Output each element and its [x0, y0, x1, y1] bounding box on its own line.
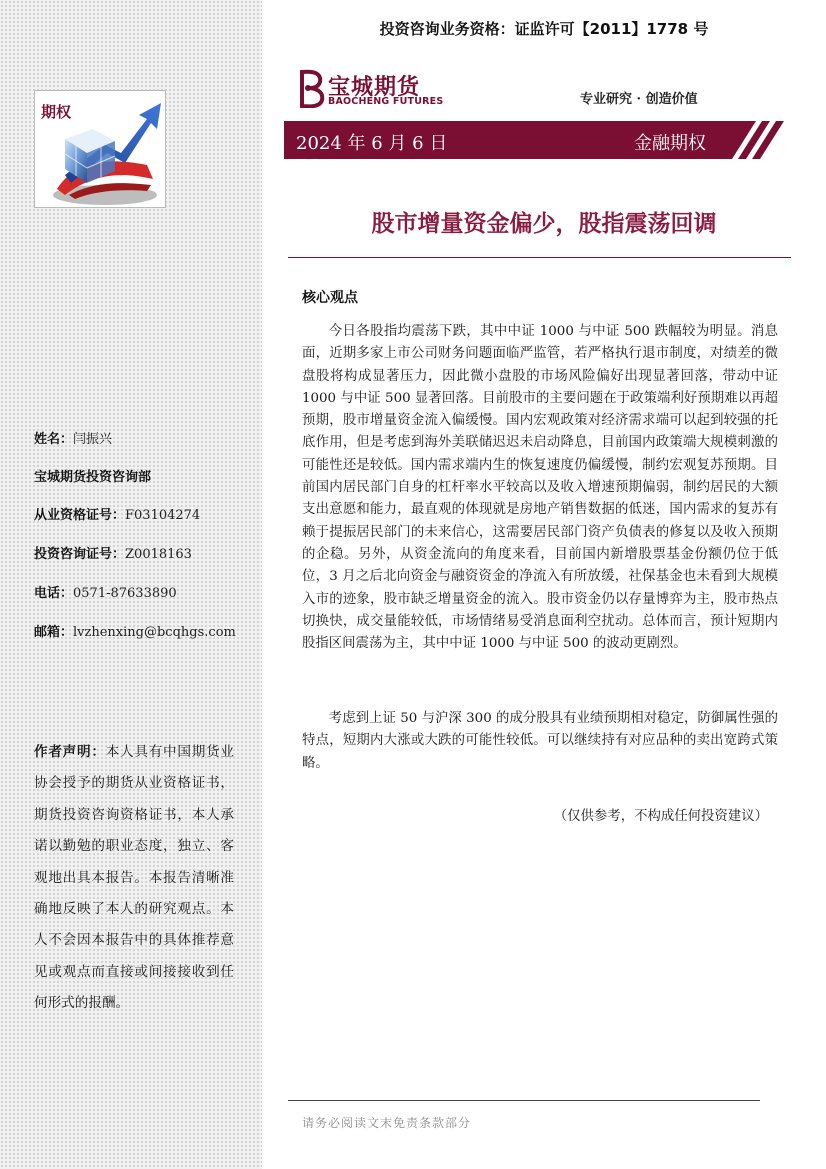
body-paragraph-1: 今日各股指均震荡下跌，其中中证 1000 与中证 500 跌幅较为明显。消息面，近期多家上市公司财务问题面临严监管，若严格执行退市制度，对绩差的微盘股将构成显著压力，因此微小盘股的市场风险偏好出现显著回落，带动中证 1000 与中证 500 显著回落。目前股市的主要问题在于政策端利好预期难以再超预期，股市增量资金流入偏缓慢。国内宏观政策对经济需求端可以起到较强的托底作用，但是考虑到海外美联储迟迟未启动降息，目前国内政策端大规模刺激的可能性还是较低。国内需求端内生的恢复速度仍偏缓慢，制约宏观复苏预期。目前国内居民部门自身的杠杆率水平较高以及收入增速预期偏弱，制约居民的大额支出意愿和能力，最直观的体现就是房地产销售数据的低迷，国内需求的复苏有赖于提振居民部门的未来信心，这需要居民部门资产负债表的修复以及收入预期的企稳。另外，从资金流向的角度来看，目前国内新增股票基金份额仍位于低位，3 月之后北向资金与融资资金的净流入有所放缓，社保基金也未看到大规模入市的迹象，股市缺乏增量资金的流入。股市资金仍以存量博弈为主，股市热点切换快，成交量能较低，市场情绪易受消息面利空扰动。总体而言，预计短期内股指区间震荡为主，其中中证 1000 与中证 500 的波动更剧烈。	[302, 324, 778, 652]
logo-text-en: BAOCHENG FUTURES	[328, 96, 444, 107]
author-statement	[34, 737, 234, 1020]
author-invest-row	[34, 543, 192, 562]
statement-label: 作者声明：	[34, 744, 106, 760]
footer-divider	[288, 1100, 760, 1101]
license-header: 投资咨询业务资格：证监许可【2011】1778 号	[379, 20, 709, 38]
author-phone: 0571-87633890	[73, 586, 177, 601]
investment-note: （仅供参考，不构成任何投资建议）	[553, 809, 768, 824]
author-email-label: 邮箱：	[34, 625, 74, 640]
author-department: 宝城期货投资咨询部	[34, 470, 152, 485]
footer-disclaimer: 请务必阅读文末免责条款部分	[302, 1116, 472, 1130]
author-cert-row	[34, 504, 200, 523]
report-title: 股市增量资金偏少，股指震荡回调	[371, 211, 717, 237]
cover-label: 期权	[41, 103, 72, 121]
author-email: lvzhenxing@bcqhgs.com	[73, 625, 236, 640]
report-category: 金融期权	[634, 133, 706, 154]
author-cert: F03104274	[125, 508, 201, 523]
statement-text: 本人具有中国期货业协会授予的期货从业资格证书，期货投资咨询资格证书，本人承诺以勤勉的职业态度，独立、客观地出具本报告。本报告清晰准确地反映了本人的研究观点。本人不会因本报告中的具体推荐意见或观点而直接或间接接收到任何形式的报酬。	[34, 744, 235, 1012]
author-phone-row	[34, 582, 177, 601]
title-divider	[288, 257, 791, 258]
date-band	[284, 121, 784, 159]
author-phone-label: 电话：	[34, 586, 74, 601]
logo-mark-icon	[298, 68, 326, 108]
author-cert-label: 从业资格证号：	[34, 508, 126, 523]
author-invest-label: 投资咨询证号：	[34, 547, 126, 562]
section-heading: 核心观点	[302, 290, 358, 306]
report-date: 2024 年 6 月 6 日	[296, 133, 448, 154]
body-paragraph-2: 考虑到上证 50 与沪深 300 的成分股具有业绩预期相对稳定，防御属性强的特点，短期内大涨或大跌的可能性较低。可以继续持有对应品种的卖出宽跨式策略。	[302, 711, 778, 771]
author-name-label: 姓名：	[34, 432, 74, 447]
slogan: 专业研究 · 创造价值	[580, 92, 698, 107]
author-invest: Z0018163	[125, 547, 192, 562]
author-email-row	[34, 621, 236, 640]
author-name-row	[34, 428, 112, 447]
author-name: 闫振兴	[73, 432, 113, 447]
logo-text-cn: 宝城期货	[328, 74, 421, 100]
company-logo	[298, 68, 444, 112]
cover-image	[34, 90, 166, 208]
